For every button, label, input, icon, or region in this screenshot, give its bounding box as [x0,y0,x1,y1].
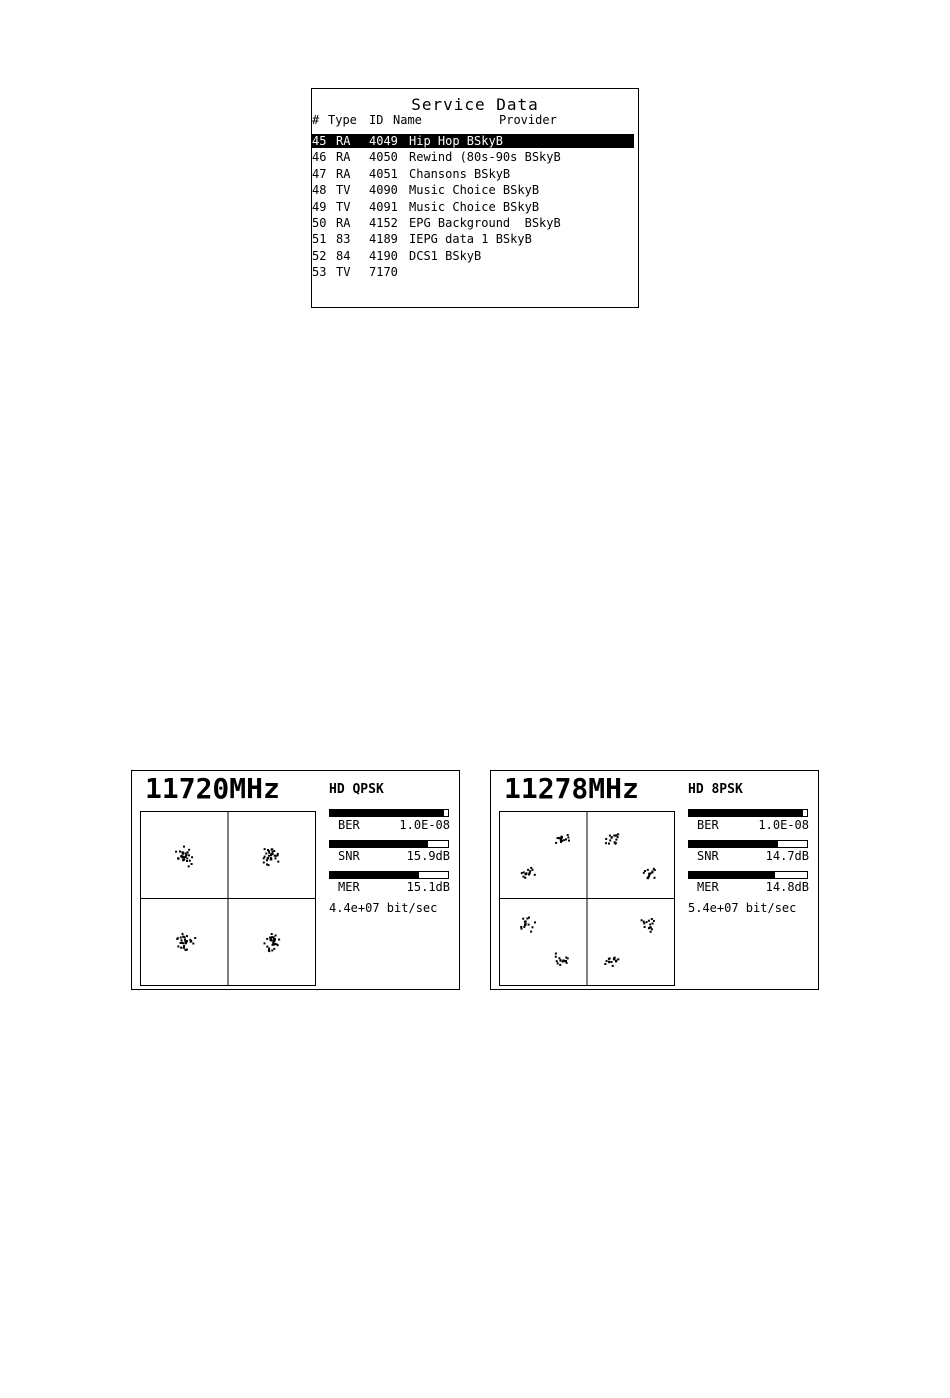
constellation-point [527,869,529,871]
frequency-readout: 11720MHz [145,772,280,805]
mer-meter-fill [330,872,419,878]
service-num-cell: 50 [312,216,327,230]
constellation-point [532,869,534,871]
constellation-point [181,851,183,853]
constellation-point [180,855,182,857]
constellation-point [180,947,182,949]
constellation-point [273,939,275,941]
constellation-point [652,870,654,872]
snr-value: 14.7dB [765,849,809,863]
constellation-point [609,839,611,841]
service-type-cell: RA [336,150,351,165]
constellation-point [275,857,277,859]
service-id-cell: 7170 [369,265,398,280]
constellation-point [192,943,194,945]
service-type-cell: TV [336,199,351,214]
constellation-point [185,949,187,951]
service-num-cell: 51 [312,232,327,247]
service-type-cell: TV [336,265,351,280]
constellation-point [557,837,559,839]
service-id-cell: 4050 [369,150,398,165]
constellation-point [648,876,650,878]
constellation-point [651,918,653,920]
constellation-point [274,943,276,945]
constellation-point [609,835,611,837]
constellation-point [643,921,645,923]
service-row[interactable] [312,265,634,279]
constellation-point [609,957,611,959]
constellation-point [608,843,610,845]
service-name-cell: Chansons BSkyB [409,166,511,181]
service-name-cell: Hip Hop BSkyB [409,134,503,148]
constellation-point [567,834,569,836]
constellation-point [565,838,567,840]
service-name-cell: DCS1 BSkyB [409,248,482,263]
constellation-point [605,842,607,844]
constellation-point [615,839,617,841]
constellation-point [650,931,652,933]
ber-meter-bar [688,809,808,817]
mer-label: MER [338,880,360,894]
service-type-cell: 83 [336,232,351,247]
service-num-cell: 49 [312,199,327,214]
ber-meter-fill [689,810,803,816]
constellation-point [534,874,536,876]
service-row[interactable] [312,150,634,164]
constellation-point [652,923,654,925]
constellation-point [189,860,191,862]
service-id-cell: 4152 [369,216,398,230]
constellation-plot [500,812,674,985]
constellation-point [558,957,560,959]
ber-label: BER [697,818,719,832]
constellation-point [186,854,188,856]
col-provider-header: Provider [499,113,557,127]
service-num-cell: 48 [312,183,327,198]
mer-value: 14.8dB [765,880,809,894]
snr-value: 15.9dB [406,849,450,863]
constellation-point [523,871,525,873]
service-type-cell: 84 [336,248,351,263]
constellation-point [271,936,273,938]
service-row[interactable] [312,249,634,263]
service-data-screen [311,88,639,308]
ber-label: BER [338,818,360,832]
constellation-point [179,851,181,853]
constellation-point [555,842,557,844]
service-name-cell: Music Choice BSkyB [409,183,540,198]
service-id-cell: 4049 [369,134,398,148]
ber-meter-bar [329,809,449,817]
service-num-cell: 45 [312,134,327,148]
service-row[interactable] [312,183,634,197]
constellation-point [268,950,270,952]
constellation-point [277,944,279,946]
constellation-point [613,957,615,959]
constellation-point [611,836,613,838]
constellation-point [268,864,270,866]
constellation-point [617,958,619,960]
constellation-point [556,960,558,962]
mer-meter-fill [689,872,775,878]
constellation-point [266,938,268,940]
constellation-point [560,959,562,961]
constellation-point [522,918,524,920]
constellation-point [183,945,185,947]
constellation-point [653,920,655,922]
col-name-header: Name [393,113,422,127]
constellation-point [271,849,273,851]
constellation-point [528,924,530,926]
constellation-point [568,840,570,842]
service-type-cell: RA [336,166,351,181]
constellation-point [267,857,269,859]
constellation-point [188,849,190,851]
modulation-label: HD 8PSK [688,782,743,797]
constellation-point [611,961,613,963]
snr-meter-bar [329,840,449,848]
constellation-point [654,877,656,879]
snr-meter-fill [689,841,778,847]
constellation-point [557,962,559,964]
snr-meter-bar [688,840,808,848]
constellation-point [530,931,532,933]
frequency-readout: 11278MHz [504,772,639,805]
service-name-cell: EPG Background BSkyB [409,216,561,230]
service-table-header [312,113,557,127]
constellation-point [555,956,557,958]
constellation-point [561,836,563,838]
constellation-point [521,928,523,930]
constellation-point [523,926,525,928]
constellation-point [275,935,277,937]
snr-label: SNR [697,849,719,863]
constellation-point [612,965,614,967]
constellation-point [604,963,606,965]
constellation-point [521,872,523,874]
signal-screen-2 [490,770,819,990]
constellation-point [562,961,564,963]
service-row[interactable] [312,167,634,181]
constellation-point [264,942,266,944]
constellation-point [564,960,566,962]
constellation-point [277,853,279,855]
service-data-title: Service Data [411,95,539,114]
service-row[interactable] [312,134,634,148]
constellation-point [606,960,608,962]
constellation-plot [141,812,315,985]
bitrate-readout: 4.4e+07 bit/sec [329,901,438,915]
snr-meter-fill [330,841,428,847]
constellation-point [178,858,180,860]
service-name-cell: IEPG data 1 BSkyB [409,232,532,247]
constellation-point [183,936,185,938]
constellation-point [528,917,530,919]
constellation-point [648,920,650,922]
service-type-cell: TV [336,183,351,198]
constellation-point [183,846,185,848]
constellation-point [187,852,189,854]
constellation-point [641,919,643,921]
constellation-point [275,855,277,857]
constellation-point [271,853,273,855]
mer-meter-bar [329,871,449,879]
constellation-point [559,964,561,966]
service-row[interactable] [312,232,634,246]
constellation-point [643,922,645,924]
constellation-point [190,940,192,942]
constellation-point [617,833,619,835]
constellation-point [534,921,536,923]
constellation-diagram [499,811,675,986]
constellation-point [185,942,187,944]
constellation-point [561,840,563,842]
constellation-point [649,926,651,928]
constellation-point [523,876,525,878]
constellation-point [268,855,270,857]
constellation-point [651,928,653,930]
constellation-point [272,851,274,853]
constellation-point [263,862,265,864]
constellation-point [524,924,526,926]
constellation-point [529,870,531,872]
service-id-cell: 4190 [369,248,398,263]
constellation-point [191,856,193,858]
constellation-point [177,946,179,948]
constellation-point [273,948,275,950]
service-name-cell: Rewind (80s-90s BSkyB [409,150,561,165]
constellation-point [615,842,617,844]
service-id-cell: 4051 [369,166,398,181]
constellation-point [555,953,557,955]
constellation-point [186,858,188,860]
col-id-header: ID [369,113,384,127]
constellation-point [271,949,273,951]
constellation-point [615,960,617,962]
constellation-point [267,849,269,851]
constellation-point [182,856,184,858]
mer-label: MER [697,880,719,894]
constellation-point [180,937,182,939]
constellation-point [525,920,527,922]
service-name-cell: Music Choice BSkyB [409,199,540,214]
constellation-point [175,851,177,853]
constellation-point [181,939,183,941]
service-row[interactable] [312,200,634,214]
constellation-diagram [140,811,316,986]
constellation-point [266,859,268,861]
constellation-point [264,856,266,858]
constellation-point [271,933,273,935]
constellation-point [605,838,607,840]
service-num-cell: 47 [312,166,327,181]
constellation-point [647,869,649,871]
service-num-cell: 46 [312,150,327,165]
constellation-point [532,926,534,928]
constellation-point [191,863,193,865]
constellation-point [530,867,532,869]
constellation-point [188,865,190,867]
service-row[interactable] [312,216,634,230]
constellation-point [266,946,268,948]
constellation-point [643,872,645,874]
ber-value: 1.0E-08 [399,818,450,832]
col-type-header: Type [328,113,357,127]
constellation-point [186,935,188,937]
constellation-point [567,957,569,959]
constellation-point [528,873,530,875]
service-num-cell: 53 [312,265,327,280]
constellation-point [183,858,185,860]
constellation-point [194,937,196,939]
constellation-point [567,837,569,839]
constellation-point [265,853,267,855]
constellation-point [608,961,610,963]
constellation-point [644,926,646,928]
constellation-point [646,921,648,923]
constellation-point [525,872,527,874]
constellation-point [264,848,266,850]
constellation-point [563,839,565,841]
ber-meter-fill [330,810,444,816]
constellation-point [278,939,280,941]
service-type-cell: RA [336,134,351,148]
constellation-point [649,923,651,925]
constellation-point [182,942,184,944]
constellation-point [269,937,271,939]
ber-value: 1.0E-08 [758,818,809,832]
mer-meter-bar [688,871,808,879]
constellation-point [650,872,652,874]
constellation-point [180,942,182,944]
constellation-point [184,856,186,858]
snr-label: SNR [338,849,360,863]
service-type-cell: RA [336,216,351,230]
constellation-point [566,962,568,964]
bitrate-readout: 5.4e+07 bit/sec [688,901,797,915]
constellation-point [268,948,270,950]
constellation-point [277,861,279,863]
col-num-header: # [312,113,320,127]
constellation-point [188,854,190,856]
constellation-point [182,933,184,935]
constellation-point [177,937,179,939]
service-num-cell: 52 [312,248,327,263]
constellation-point [272,944,274,946]
constellation-point [524,877,526,879]
constellation-point [654,869,656,871]
constellation-point [644,870,646,872]
service-id-cell: 4090 [369,183,398,198]
constellation-point [268,852,270,854]
signal-screen-1 [131,770,460,990]
constellation-point [186,860,188,862]
mer-value: 15.1dB [406,880,450,894]
modulation-label: HD QPSK [329,782,384,797]
constellation-point [617,836,619,838]
service-id-cell: 4091 [369,199,398,214]
service-id-cell: 4189 [369,232,398,247]
constellation-point [270,857,272,859]
